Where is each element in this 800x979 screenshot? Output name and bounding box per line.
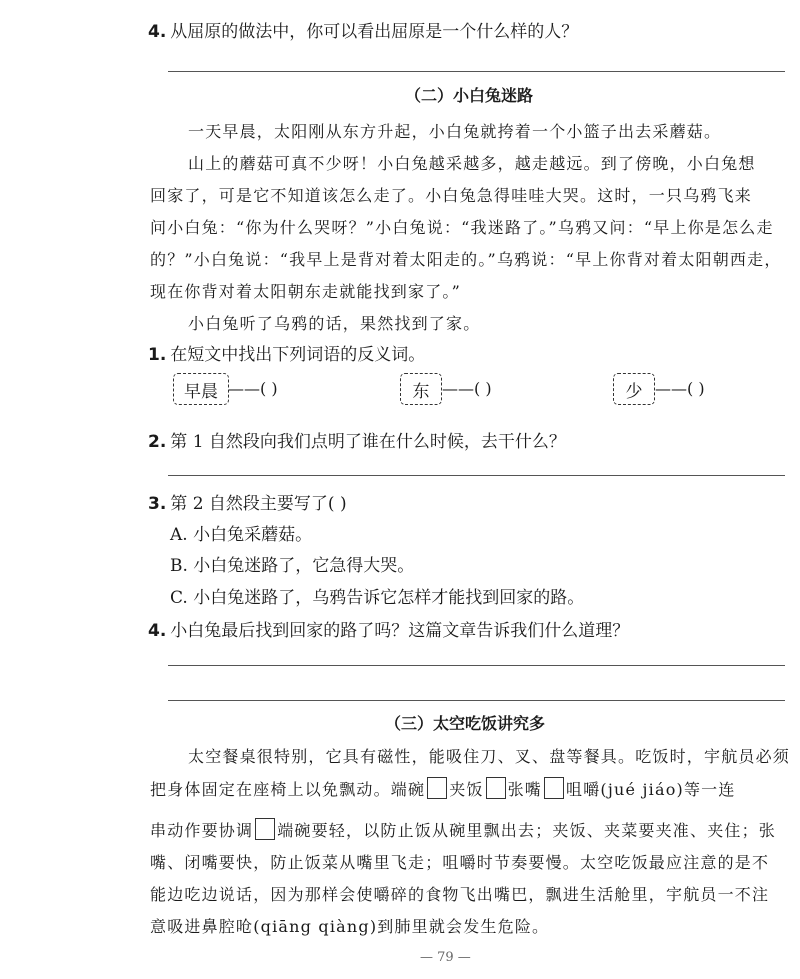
paragraph-line: 太空餐桌很特别，它具有磁性，能吸住刀、叉、盘等餐具。吃饭时，宇航员必须: [188, 747, 791, 766]
answer-line[interactable]: [168, 475, 785, 476]
paragraph-line: 小白兔听了乌鸦的话，果然找到了家。: [188, 314, 481, 333]
question-4: [148, 616, 629, 641]
paragraph-line: 回家了，可是它不知道该怎么走了。小白兔急得哇哇大哭。这时，一只乌鸦飞来: [150, 186, 753, 205]
paragraph-line: 一天早晨，太阳刚从东方升起，小白兔就挎着一个小篮子出去采蘑菇。: [188, 122, 722, 141]
question-text: 第 1 自然段向我们点明了谁在什么时候，去干什么？: [170, 432, 566, 452]
fill-box[interactable]: [486, 777, 506, 799]
answer-line[interactable]: [168, 71, 785, 72]
question-number: 4.: [148, 621, 167, 641]
page-number: — 79 —: [420, 950, 471, 965]
text-segment: 把身体固定在座椅上以免飘动。端碗: [150, 780, 426, 799]
question-text: 在短文中找出下列词语的反义词。: [170, 345, 426, 365]
text-segment: 端碗要轻，以防止饭从碗里飘出去；夹饭、夹菜要夹准、夹住；张: [277, 821, 777, 840]
paragraph-line: 的？”小白兔说：“我早上是背对着太阳走的。”乌鸦说：“早上你背对着太阳朝西走，: [150, 250, 782, 269]
question-2: [148, 427, 566, 452]
question-number: 1.: [148, 345, 167, 365]
paragraph-line: 山上的蘑菇可真不少呀！小白兔越采越多，越走越远。到了傍晚，小白兔想: [188, 154, 756, 173]
option-b[interactable]: B. 小白兔迷路了，它急得大哭。: [170, 556, 415, 576]
question-text: 第 2 自然段主要写了( ): [170, 494, 347, 514]
word-box-morning: 早晨: [173, 373, 229, 405]
text-segment: 串动作要协调: [150, 821, 254, 840]
question-1: [148, 340, 425, 365]
question-text: 从屈原的做法中，你可以看出屈原是一个什么样的人？: [170, 22, 579, 42]
fill-box[interactable]: [255, 818, 275, 840]
section-title: （三）太空吃饭讲究多: [385, 714, 546, 733]
section-title: （二）小白兔迷路: [405, 86, 534, 105]
question-text: 小白兔最后找到回家的路了吗？这篇文章告诉我们什么道理？: [170, 621, 630, 641]
paragraph-line: 能边吃边说话，因为那样会使嚼碎的食物飞出嘴巴，飘进生活舱里，宇航员一不注: [150, 885, 770, 904]
answer-line[interactable]: [168, 665, 785, 666]
option-c[interactable]: C. 小白兔迷路了，乌鸦告诉它怎样才能找到回家的路。: [170, 588, 585, 608]
text-segment: 夹饭: [449, 780, 484, 799]
option-a[interactable]: A. 小白兔采蘑菇。: [170, 525, 313, 545]
question-4-top: [148, 17, 578, 42]
fill-box[interactable]: [427, 777, 447, 799]
question-3: [148, 489, 347, 514]
answer-blank[interactable]: ——( ): [655, 379, 705, 398]
question-number: 3.: [148, 494, 167, 514]
paragraph-line: 嘴、闭嘴要快，防止饭菜从嘴里飞走；咀嚼时节奏要慢。太空吃饭最应注意的是不: [150, 853, 770, 872]
text-segment: 咀嚼(jué jiáo)等一连: [566, 780, 736, 799]
text-segment: 张嘴: [507, 780, 543, 799]
answer-line[interactable]: [168, 700, 785, 701]
paragraph-line: 意吸进鼻腔呛(qiāng qiàng)到肺里就会发生危险。: [150, 917, 550, 936]
answer-blank[interactable]: ——( ): [228, 379, 278, 398]
fill-box[interactable]: [544, 777, 564, 799]
paragraph-line: [150, 777, 736, 800]
paragraph-line: 现在你背对着太阳朝东走就能找到家了。”: [150, 282, 461, 301]
word-box-east: 东: [400, 373, 442, 405]
question-number: 2.: [148, 432, 167, 452]
paragraph-line: [150, 818, 776, 841]
paragraph-line: 问小白兔：“你为什么哭呀？”小白兔说：“我迷路了。”乌鸦又问：“早上你是怎么走: [150, 218, 774, 237]
question-number: 4.: [148, 22, 167, 42]
word-box-few: 少: [613, 373, 655, 405]
answer-blank[interactable]: ——( ): [442, 379, 492, 398]
